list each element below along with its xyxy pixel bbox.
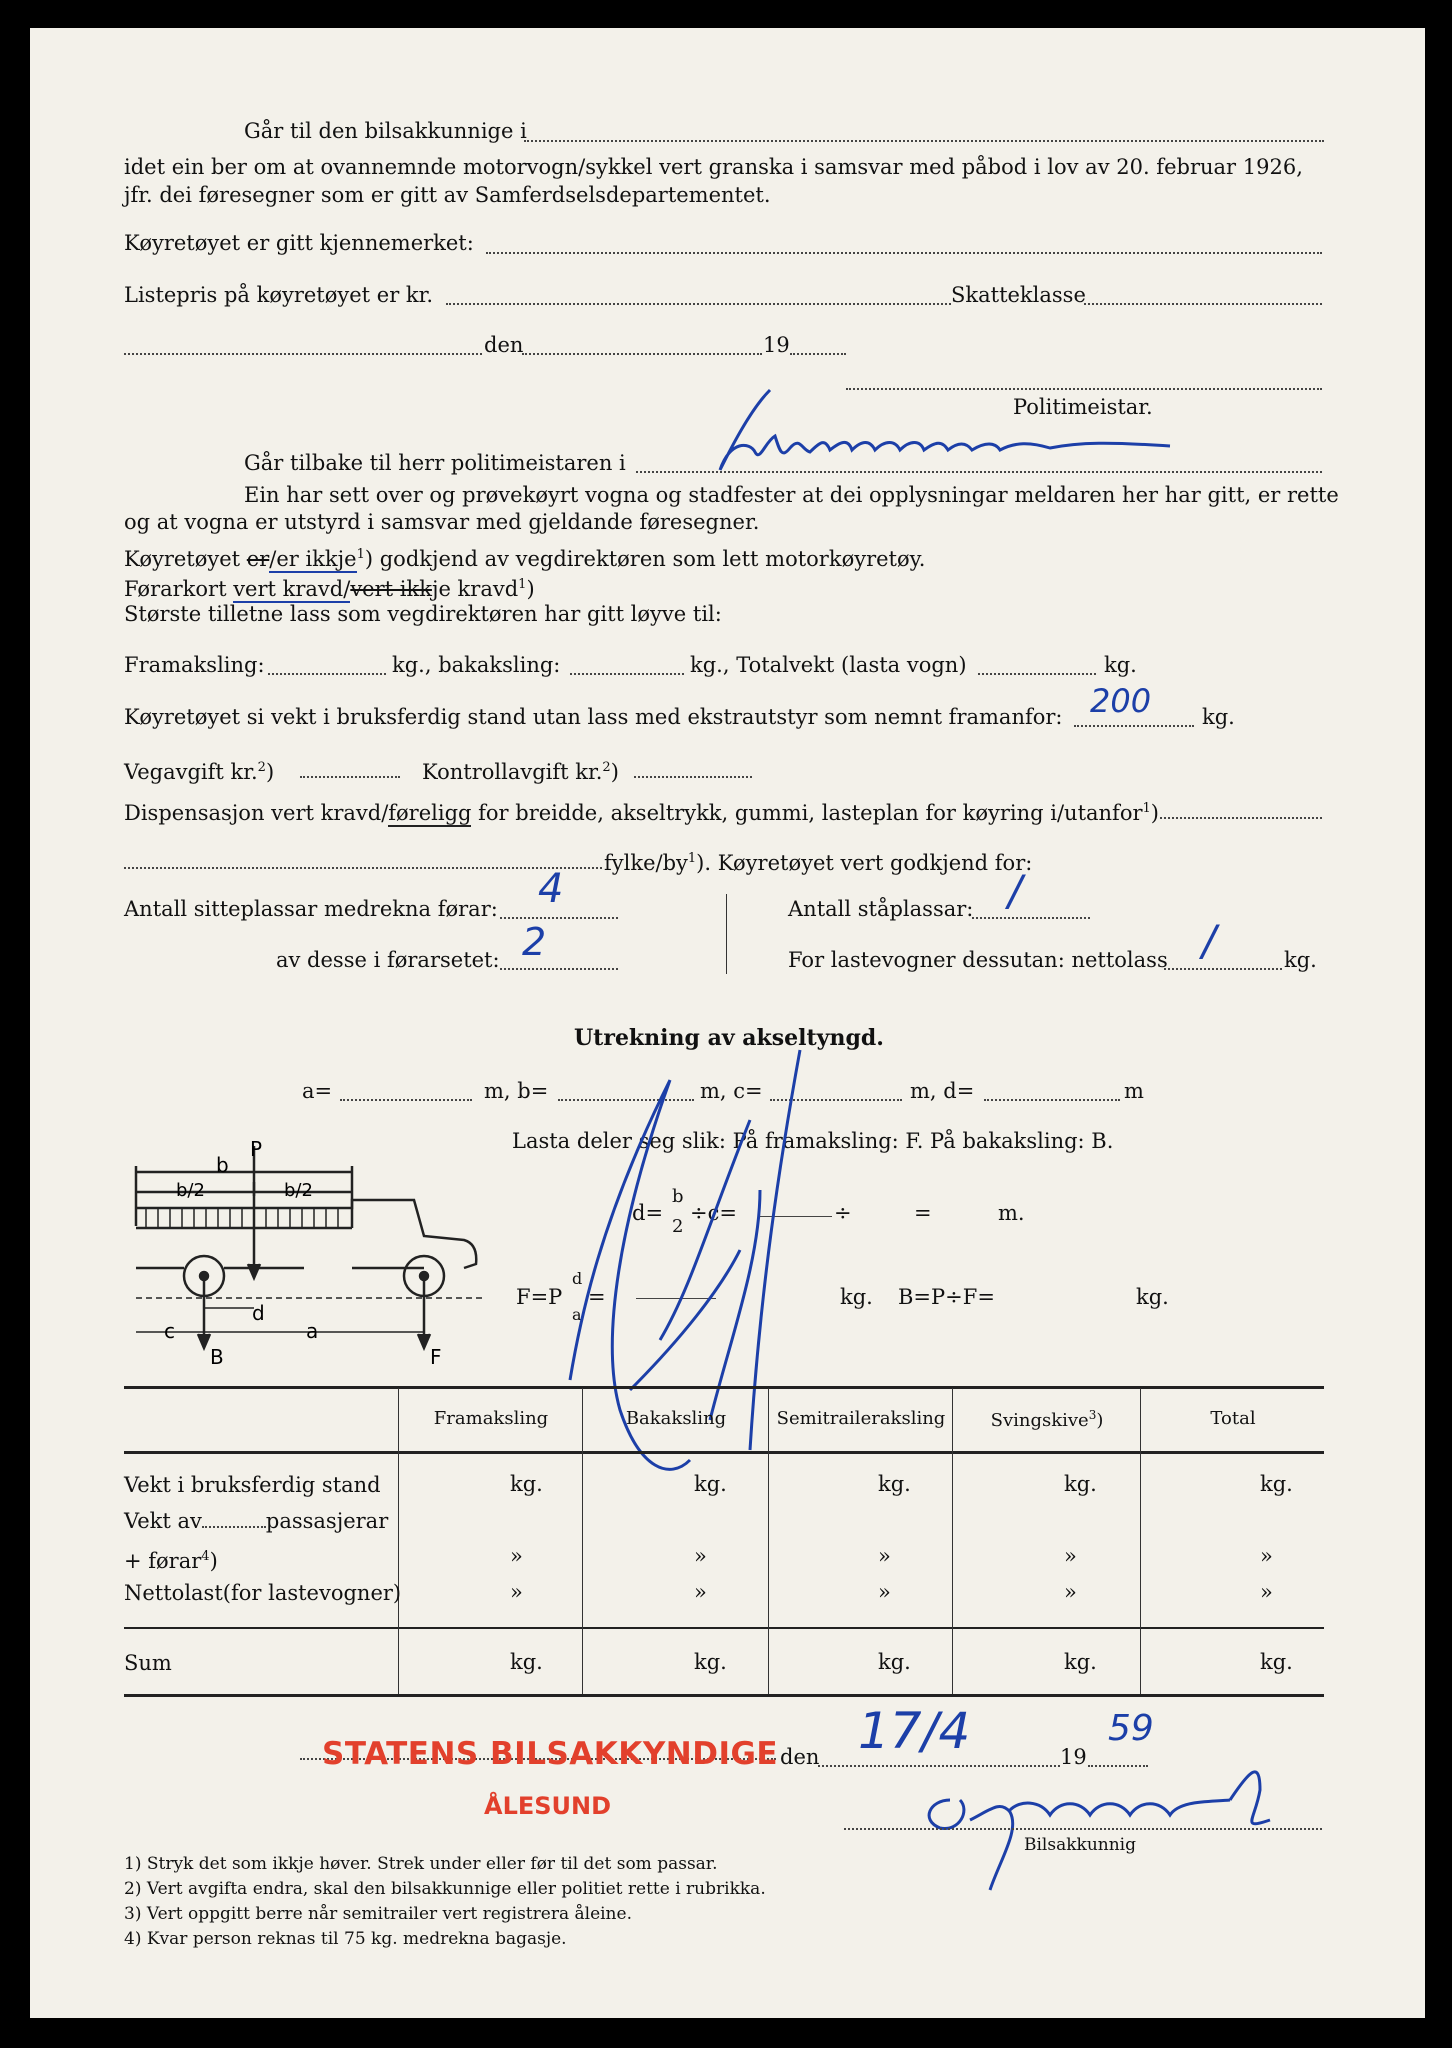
forarkort-line: [124, 572, 535, 602]
godkjend-prefix: Køyretøyet: [124, 547, 247, 571]
row-label-vekt-av: [124, 1508, 388, 1534]
footnote-4: 4) Kvar person reknas til 75 kg. medrekna bagasje.: [124, 1929, 567, 1949]
vekt-field[interactable]: [1074, 725, 1194, 727]
stamp-alesund: ÅLESUND: [484, 1792, 612, 1820]
year-field[interactable]: [790, 353, 846, 355]
a-field[interactable]: [340, 1099, 472, 1101]
disp-d: ): [1150, 801, 1159, 825]
diagram-c: c: [164, 1319, 175, 1343]
table-col-divider: [398, 1388, 399, 1694]
den-label: den: [484, 333, 524, 357]
lastevogner-kg: kg.: [1284, 948, 1317, 972]
cell-forar-4: »: [1260, 1544, 1273, 1568]
storste-line: Største tilletne lass som vegdirektøren har gitt løyve til:: [124, 602, 722, 626]
diagram-P: P: [250, 1137, 263, 1161]
sitte-field[interactable]: [500, 917, 618, 919]
table-top-rule: [124, 1386, 1324, 1389]
fylke-text: fylke/by: [604, 851, 688, 875]
col-header-semitrailer: Semitraileraksling: [776, 1408, 946, 1429]
two-denominator: 2: [672, 1216, 684, 1237]
staa-handwritten: /: [1008, 866, 1023, 915]
forarkort-sup: 1: [518, 577, 527, 592]
m-label: m: [1124, 1079, 1144, 1103]
F-kg: kg.: [840, 1285, 873, 1309]
regulation-line: jfr. dei føresegner som er gitt av Samferdselsdepartementet.: [124, 183, 771, 207]
vegavgift-label: [124, 755, 274, 785]
b-numerator: b: [672, 1186, 684, 1207]
row-label-nettolast: Nettolast(for lastevogner): [124, 1581, 402, 1605]
totalvekt-label: kg., Totalvekt (lasta vogn): [690, 653, 967, 677]
bottom-date-handwritten: 17/4: [858, 1702, 971, 1760]
bilsakkunnig-signature: [910, 1740, 1290, 1900]
table-bottom-rule: [124, 1694, 1324, 1697]
lastevogner-field[interactable]: [1164, 968, 1282, 970]
fylke-sup: 1: [687, 851, 697, 866]
form-page: [30, 28, 1425, 2018]
row-label-vekt: Vekt i bruksferdig stand: [124, 1473, 381, 1497]
kjennemerke-label: Køyretøyet er gitt kjennemerket:: [124, 231, 474, 255]
forarsete-field[interactable]: [500, 968, 618, 970]
request-line: idet ein ber om at ovannemnde motorvogn/sykkel vert granska i samsvar med påbod i lov av 20. februar 1926,: [124, 155, 1303, 179]
b-label: m, b=: [484, 1079, 549, 1103]
cell-vekt-3: kg.: [1064, 1472, 1097, 1496]
lastevogner-handwritten: /: [1202, 916, 1217, 965]
col-header-bakaksling: Bakaksling: [625, 1408, 727, 1429]
politimeistar-label: Politimeistar.: [1013, 395, 1153, 419]
lastevogner-label: For lastevogner dessutan: nettolass: [788, 948, 1168, 972]
F-eq: =: [588, 1285, 606, 1309]
tilbake-label: Går tilbake til herr politimeistaren i: [244, 451, 626, 475]
diagram-b: b: [216, 1153, 229, 1177]
sett-line: Ein har sett over og prøvekøyrt vogna og stadfester at dei opplysningar meldaren her har gitt, er rette: [244, 483, 1339, 507]
diagram-half1: b/2: [176, 1180, 205, 1201]
footnote-3: 3) Vert oppgitt berre når semitrailer vert registrera åleine.: [124, 1904, 632, 1924]
table-col-divider: [768, 1388, 769, 1694]
forarkort-kravd: vert kravd/: [233, 577, 351, 601]
dispensasjon-line: [124, 796, 1159, 826]
signature-sunnmore: [710, 380, 1180, 480]
framaksling-field[interactable]: [268, 673, 386, 675]
F-formula: F=P: [516, 1285, 563, 1309]
godkjend-er-struck: er: [246, 547, 270, 571]
vegavgift-close: ): [265, 760, 275, 784]
forarkort-struck: vert ikk: [350, 577, 432, 601]
vekt-kg: kg.: [1202, 705, 1235, 729]
table-col-divider: [1140, 1388, 1141, 1694]
svingskive-text: Svingskive: [990, 1410, 1089, 1431]
cell-vekt-4: kg.: [1260, 1472, 1293, 1496]
table-col-divider: [952, 1388, 953, 1694]
vekt-av-text: Vekt av: [124, 1509, 202, 1533]
bakaksling-field[interactable]: [570, 673, 684, 675]
fylke-close: ). Køyretøyet vert godkjend for:: [696, 851, 1033, 875]
dispensasjon-field[interactable]: [1160, 817, 1322, 819]
diagram-a: a: [306, 1319, 319, 1343]
forarsete-handwritten: 2: [522, 920, 547, 964]
forarsete-label: av desse i førarsetet:: [276, 948, 500, 972]
cell-vekt-2: kg.: [878, 1472, 911, 1496]
a-label: a=: [302, 1079, 333, 1103]
skatteklasse-field[interactable]: [1084, 303, 1322, 305]
vekt-label: Køyretøyet si vekt i bruksferdig stand utan lass med ekstrautstyr som nemnt framanfor:: [124, 705, 1063, 729]
d-formula: d=: [632, 1201, 664, 1225]
F-sub-a: a: [572, 1305, 582, 1324]
div-c: ÷c=: [690, 1201, 737, 1225]
bakaksling-label: kg., bakaksling:: [392, 653, 561, 677]
cell-sum-1: kg.: [694, 1650, 727, 1674]
skatteklasse-label: Skatteklasse: [951, 283, 1086, 307]
diagram-half2: b/2: [284, 1180, 313, 1201]
listepris-label: Listepris på køyretøyet er kr.: [124, 283, 434, 307]
disp-c: for breidde, akseltrykk, gummi, lasteplan for køyring i/utanfor: [471, 801, 1143, 825]
bottom-year-label: 19: [1060, 1745, 1087, 1769]
cell-sum-2: kg.: [878, 1650, 911, 1674]
bilsakkunnig-signature-field[interactable]: [844, 1828, 1322, 1830]
kontroll-text: Kontrollavgift kr.: [422, 760, 603, 784]
bottom-den-label: den: [780, 1745, 820, 1769]
totalvekt-kg: kg.: [1104, 653, 1137, 677]
d-field[interactable]: [984, 1099, 1120, 1101]
svingskive-sup: 3: [1088, 1408, 1097, 1422]
footnote-2: 2) Vert avgifta endra, skal den bilsakkunnige eller politiet rette i rubrikka.: [124, 1879, 766, 1899]
disp-a: Dispensasjon vert kravd/: [124, 801, 389, 825]
cell-sum-4: kg.: [1260, 1650, 1293, 1674]
m-unit: m.: [998, 1201, 1025, 1225]
framaksling-label: Framaksling:: [124, 653, 265, 677]
col-header-framaksling: Framaksling: [433, 1408, 549, 1429]
totalvekt-field[interactable]: [978, 673, 1096, 675]
table-header-rule: [124, 1451, 1324, 1454]
cell-sum-3: kg.: [1064, 1650, 1097, 1674]
place-field[interactable]: [124, 353, 482, 355]
godkjend-line: [124, 542, 925, 572]
fylke-line: [604, 846, 1032, 876]
B-kg: kg.: [1136, 1285, 1169, 1309]
strike-out-scrawl: [560, 1040, 880, 1500]
col-header-total: Total: [1210, 1408, 1256, 1429]
cell-nettolast-1: »: [694, 1580, 707, 1604]
bilsakkunnig-label: Bilsakkunnig: [1024, 1835, 1136, 1855]
cell-nettolast-0: »: [510, 1580, 523, 1604]
cell-nettolast-2: »: [878, 1580, 891, 1604]
bottom-year-handwritten: 59: [1108, 1708, 1154, 1749]
F-sup-d: d: [572, 1269, 583, 1288]
fylke-field[interactable]: [124, 867, 602, 869]
eq-sign: =: [914, 1201, 932, 1225]
staa-field[interactable]: [972, 917, 1090, 919]
sitte-label: Antall sitteplassar medrekna førar:: [124, 897, 498, 921]
listepris-field[interactable]: [446, 303, 951, 305]
bilsakkunnige-label: Går til den bilsakkunnige i: [244, 119, 527, 143]
row-label-sum: Sum: [124, 1651, 172, 1675]
passasjerar-count-field[interactable]: [202, 1526, 266, 1528]
cell-forar-3: »: [1064, 1544, 1077, 1568]
godkjend-sup: 1: [356, 547, 365, 562]
cell-vekt-1: kg.: [694, 1472, 727, 1496]
vegavgift-field[interactable]: [300, 776, 400, 778]
kjennemerke-field[interactable]: [486, 252, 1322, 254]
vegavgift-text: Vegavgift kr.: [124, 760, 258, 784]
cell-vekt-0: kg.: [510, 1472, 543, 1496]
disp-sup: 1: [1142, 801, 1151, 816]
d-label: m, d=: [910, 1079, 975, 1103]
axle-title: Utrekning av akseltyngd.: [574, 1025, 884, 1051]
stamp-statens-bilsakkyndige: STATENS BILSAKKYNDIGE: [322, 1736, 779, 1772]
godkjend-er-ikkje: /er ikkje: [269, 547, 357, 571]
row-label-forar: + førar$^4$): [124, 1549, 218, 1573]
sitte-handwritten: 4: [538, 866, 564, 912]
seats-divider: [726, 894, 727, 974]
forarkort-prefix: Førarkort: [124, 577, 234, 601]
kontroll-sup: 2: [602, 760, 611, 775]
cell-forar-1: »: [694, 1544, 707, 1568]
godkjend-suffix: ) godkjend av vegdirektøren som lett motorkøyretøy.: [364, 547, 926, 571]
cell-forar-2: »: [878, 1544, 891, 1568]
diagram-d: d: [252, 1301, 265, 1325]
passasjerar-text: passasjerar: [265, 1509, 389, 1533]
year-label: 19: [763, 333, 790, 357]
vekt-handwritten: 200: [1090, 682, 1152, 720]
forarkort-kravd2: je kravd: [431, 577, 519, 601]
kontroll-close: ): [610, 760, 619, 784]
staa-label: Antall ståplassar:: [788, 897, 974, 921]
forar-text: + førar: [124, 1549, 202, 1573]
c-label: m, c=: [700, 1079, 763, 1103]
lasta-line: Lasta deler seg slik: På framaksling: F. På bakaksling: B.: [512, 1129, 1114, 1153]
kontroll-label: [422, 755, 619, 785]
table-sum-rule: [124, 1627, 1324, 1629]
div-sign: ÷: [834, 1201, 852, 1225]
diagram-B: B: [210, 1345, 224, 1369]
diagram-F: F: [430, 1345, 442, 1369]
forar-sup: 4: [201, 1549, 210, 1564]
cell-nettolast-3: »: [1064, 1580, 1077, 1604]
table-col-divider: [582, 1388, 583, 1694]
date-field[interactable]: [522, 353, 762, 355]
vegavgift-sup: 2: [257, 760, 266, 775]
col-header-svingskive: Svingskive$^3$): [990, 1408, 1104, 1431]
cell-nettolast-4: »: [1260, 1580, 1273, 1604]
B-formula: B=P÷F=: [898, 1285, 995, 1309]
footnote-1: 1) Stryk det som ikkje høver. Strek under eller før til det som passar.: [124, 1854, 718, 1874]
disp-foreligg: føreligg: [388, 801, 472, 825]
cell-sum-0: kg.: [510, 1650, 543, 1674]
kontroll-field[interactable]: [634, 776, 752, 778]
truck-diagram: [124, 1136, 524, 1376]
forarkort-close: ): [526, 577, 535, 601]
bilsakkunnige-field[interactable]: [524, 140, 1324, 142]
cell-forar-0: »: [510, 1544, 523, 1568]
utstyrd-line: og at vogna er utstyrd i samsvar med gjeldande føresegner.: [124, 510, 760, 534]
